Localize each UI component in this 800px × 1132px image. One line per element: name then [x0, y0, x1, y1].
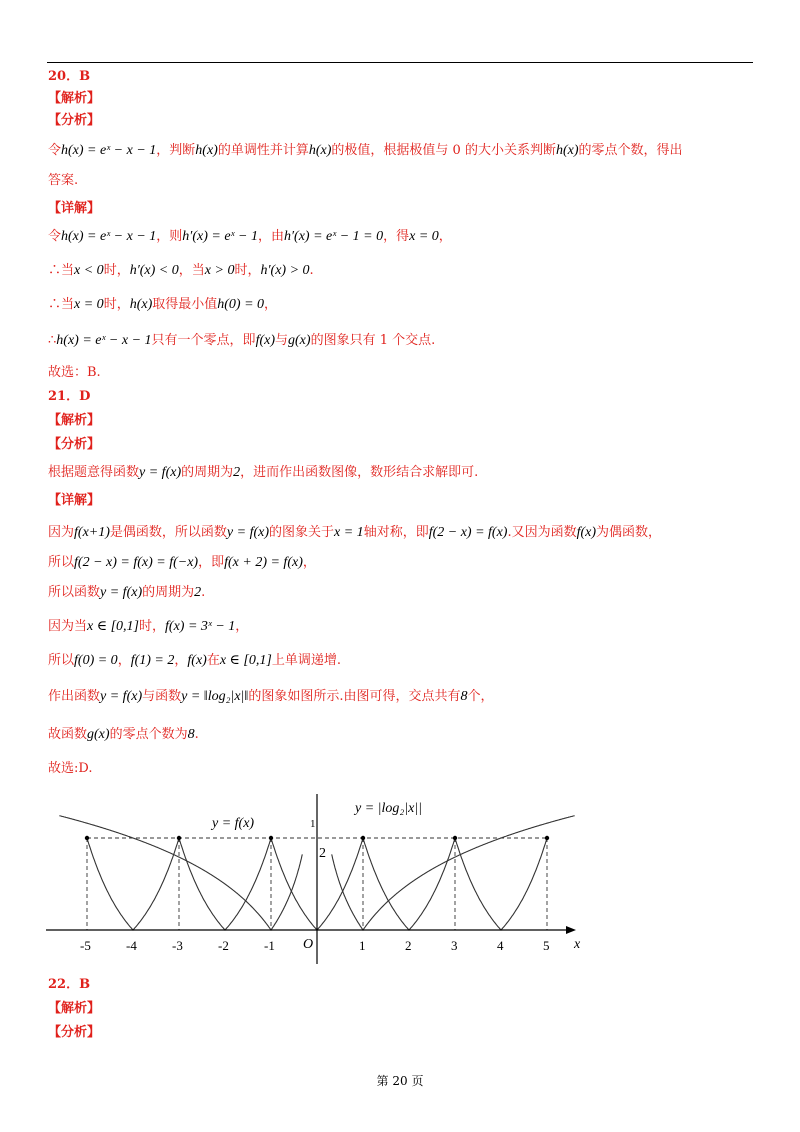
q20-xiangjie-heading: 【详解】: [48, 201, 101, 216]
y-value-2-label: 2: [319, 846, 326, 861]
q21-fenxi-line: 根据题意得函数y = f(x)的周期为2，进而作出函数图像，数形结合求解即可.: [48, 465, 479, 480]
x-tick-labels: [80, 938, 550, 953]
q21-detail-line2: 所以f(2 − x) = f(x) = f(−x)，即f(x + 2) = f(x)，: [48, 555, 316, 570]
origin-label: O: [303, 937, 314, 952]
peak-point: [453, 836, 457, 840]
top-rule: [47, 62, 753, 63]
page-footer: 第 20 页: [376, 1074, 424, 1088]
q20-fenxi-line1: 令h(x) = eˣ − x − 1，判断h(x)的单调性并计算h(x)的极值，根据极值与 0 的大小关系判断h(x)的零点个数，得出: [48, 143, 683, 158]
f-curve-label: y = f(x): [212, 816, 255, 831]
q20-detail-line4: ∴h(x) = eˣ − x − 1只有一个零点，即f(x)与g(x)的图象只有 1 个交点.: [48, 333, 436, 348]
q20-fenxi-heading: 【分析】: [48, 113, 101, 128]
q21-fenxi-heading: 【分析】: [48, 437, 101, 452]
q21-detail-line5: 所以f(0) = 0，f(1) = 2，f(x)在x ∈ [0,1]上单调递增.: [48, 653, 341, 668]
q22-fenxi-heading: 【分析】: [48, 1025, 101, 1040]
q20-jiexi-heading: 【解析】: [48, 91, 101, 106]
q21-jiexi-heading: 【解析】: [48, 413, 101, 428]
q20-fenxi-line2: 答案.: [48, 173, 79, 188]
x-tick-label: 2: [405, 938, 412, 953]
x-tick-label: 1: [359, 938, 366, 953]
x-tick-label: 3: [451, 938, 458, 953]
peak-point: [545, 836, 549, 840]
log-curve-label: y = |log₂|x||: [355, 801, 423, 816]
q21-detail-line4: 因为当x ∈ [0,1]时，f(x) = 3ˣ − 1，: [48, 619, 249, 634]
q21-xiangjie-heading: 【详解】: [48, 493, 101, 508]
x-tick-label: -3: [172, 938, 183, 953]
q20-detail-line3: ∴当x = 0时，h(x)取得最小值h(0) = 0，: [48, 297, 278, 312]
peak-point: [85, 836, 89, 840]
peak-point: [177, 836, 181, 840]
q21-detail-line3: 所以函数y = f(x)的周期为2.: [48, 585, 206, 600]
x-tick-label: -4: [126, 938, 137, 953]
peak-point: [269, 836, 273, 840]
x-axis-label: x: [574, 937, 581, 952]
x-axis-arrow: [566, 926, 576, 934]
x-tick-label: 5: [543, 938, 550, 953]
q21-detail-line1: 因为f(x+1)是偶函数，所以函数y = f(x)的图象关于x = 1轴对称，即f(2 − x) = f(x).又因为函数f(x)为偶函数，: [48, 525, 662, 540]
q21-detail-line7: 故函数g(x)的零点个数为8.: [48, 727, 199, 742]
q21-answer: 21．D: [48, 389, 91, 404]
q21-detail-line6: 作出函数y = f(x)与函数y = ‖log₂|x|‖的图象如图所示.由图可得，交点共有8个，: [48, 689, 494, 704]
q20-detail-line2: ∴当x < 0时，h′(x) < 0，当x > 0时，h′(x) > 0.: [48, 263, 314, 278]
log-curve-left: [59, 816, 302, 930]
q20-answer: 20．B: [48, 69, 91, 84]
q22-answer: 22．B: [48, 977, 91, 992]
function-graph: [40, 790, 620, 970]
q22-jiexi-heading: 【解析】: [48, 1001, 101, 1016]
peak-point: [361, 836, 365, 840]
q21-guxuan: 故选:D.: [48, 761, 93, 776]
q20-detail-line1: 令h(x) = eˣ − x − 1，则h′(x) = eˣ − 1，由h′(x) = eˣ − 1 = 0，得x = 0，: [48, 229, 452, 244]
x-tick-label: -1: [264, 938, 275, 953]
x-tick-label: -2: [218, 938, 229, 953]
x-tick-label: 4: [497, 938, 504, 953]
x-tick-label: -5: [80, 938, 91, 953]
log-curve-right: [332, 816, 575, 930]
y-value-1-label: 1: [310, 818, 316, 830]
q20-guxuan: 故选：B.: [48, 365, 101, 380]
